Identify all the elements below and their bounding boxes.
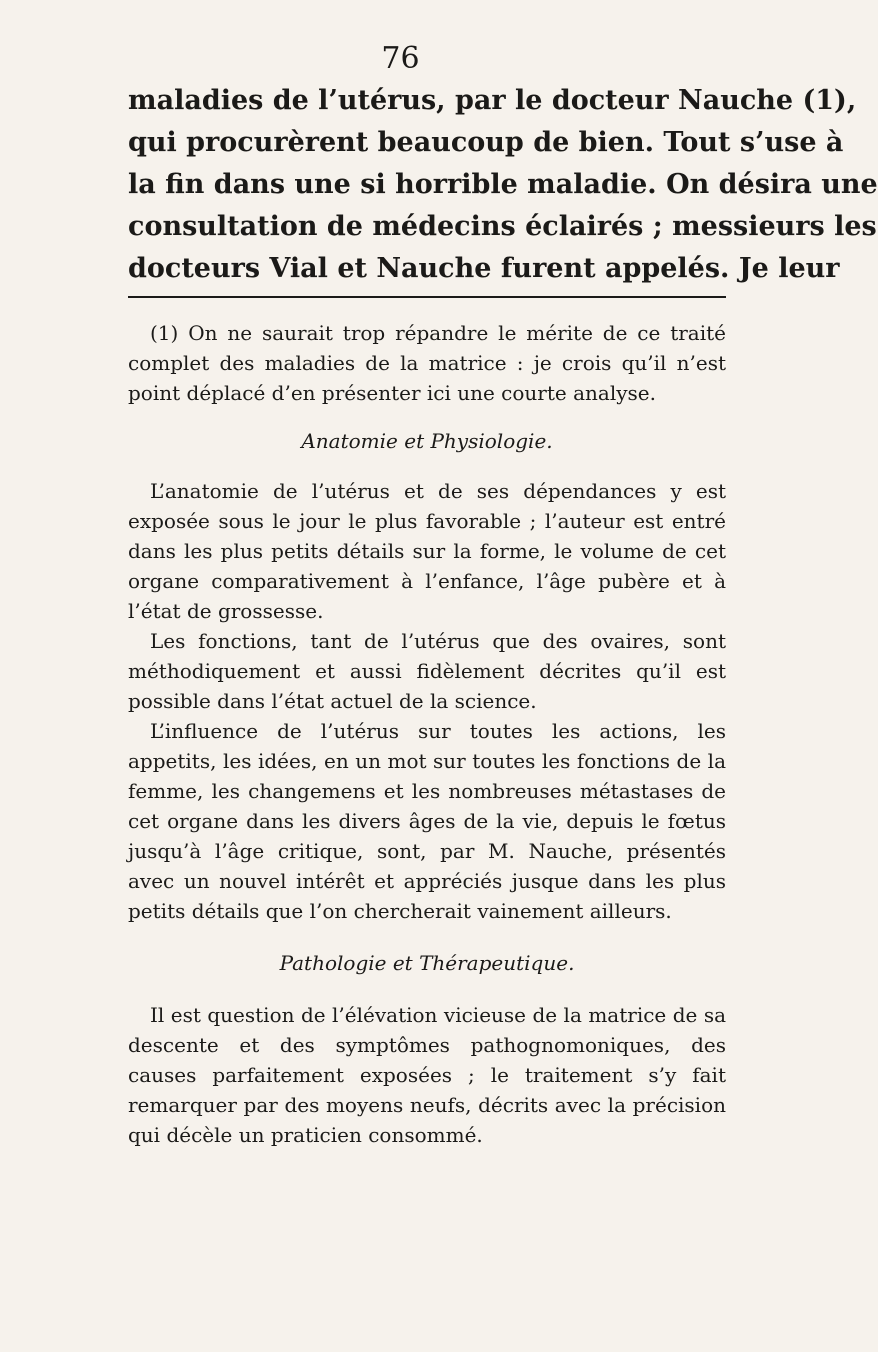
main-text-line: maladies de l’utérus, par le docteur Nauche (1), [128, 85, 857, 116]
footnote-paragraph: L’influence de l’utérus sur toutes les actions, les appetits, les idées, en un mot sur toutes les fonctions de la femme, les changemens et les nombreuses métastases de cet organe dans les divers âges de la vie, depuis le fœtus jusqu’à l’âge critique, sont, par M. Nauche, présentés avec un nouvel intérêt et appréciés jusque dans les plus petits détails que l’on chercherait vainement ailleurs. [128, 719, 726, 923]
footnote-paragraph: L’anatomie de l’utérus et de ses dépendances y est exposée sous le jour le plus favorable ; l’auteur est entré dans les plus petits détails sur la forme, le volume de cet organe comparativement à l’enfance, l’âge pubère et à l’état de grossesse. [128, 479, 726, 623]
main-text-block [128, 80, 878, 290]
footnote-intro: (1) On ne saurait trop répandre le mérite de ce traité complet des maladies de la matrice : je crois qu’il n’est point déplacé d’en présenter ici une courte analyse. [128, 321, 726, 405]
main-text-line: docteurs Vial et Nauche furent appelés. Je leur [128, 253, 840, 284]
section-heading-pathology: Pathologie et Thérapeutique. [279, 951, 575, 975]
footnote [128, 318, 726, 1150]
section-heading-anatomy: Anatomie et Physiologie. [301, 429, 553, 453]
main-text-line: la fin dans une si horrible maladie. On désira une [128, 169, 878, 200]
main-text-line: consultation de médecins éclairés ; messieurs les [128, 211, 877, 242]
page-number: 76 [381, 41, 420, 76]
main-text-line: qui procurèrent beaucoup de bien. Tout s’use à [128, 127, 844, 158]
footnote-divider [128, 296, 726, 298]
footnote-paragraph: Il est question de l’élévation vicieuse de la matrice de sa descente et des symptômes pathognomoniques, des causes parfaitement exposées ; le traitement s’y fait remarquer par des moyens neufs, décrits avec la précision qui décèle un praticien consommé. [128, 1003, 726, 1147]
footnote-paragraph: Les fonctions, tant de l’utérus que des ovaires, sont méthodiquement et aussi fidèlement décrites qu’il est possible dans l’état actuel de la science. [128, 629, 726, 713]
